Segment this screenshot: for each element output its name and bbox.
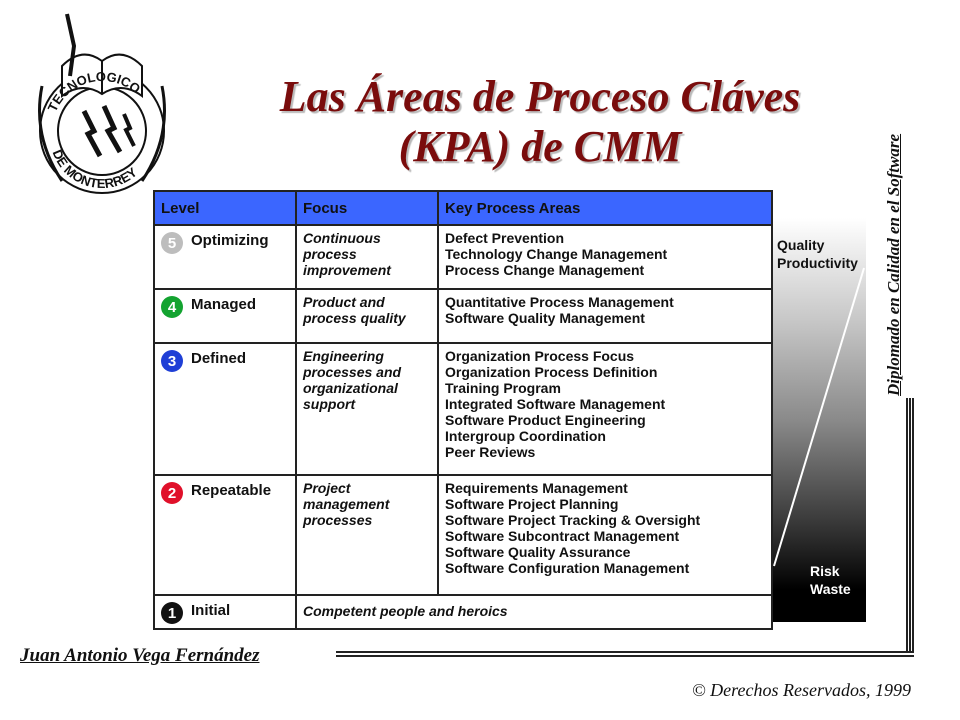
kpa-item: Organization Process Focus	[445, 348, 635, 364]
kpa-item: Software Product Engineering	[445, 412, 646, 428]
level-label: Optimizing	[191, 232, 269, 249]
focus-text: Competent people and heroics	[303, 603, 508, 619]
kpa-item: Organization Process Definition	[445, 364, 658, 380]
kpa-cell	[438, 343, 772, 475]
focus-cell	[296, 475, 438, 595]
label-waste: Waste	[810, 581, 851, 597]
kpa-item: Requirements Management	[445, 480, 628, 496]
level-label: Defined	[191, 350, 247, 367]
level-badge: 3	[161, 350, 183, 372]
table-row	[154, 475, 772, 595]
level-cell	[154, 289, 296, 343]
level-badge: 4	[161, 296, 183, 318]
level-badge: 5	[161, 232, 183, 254]
kpa-item: Software Project Tracking & Oversight	[445, 512, 701, 528]
trend-line	[770, 250, 870, 570]
kpa-cell	[438, 475, 772, 595]
table-row	[154, 343, 772, 475]
kpa-item: Software Quality Assurance	[445, 544, 631, 560]
author-rule-lines	[336, 651, 914, 661]
kpa-item: Software Configuration Management	[445, 560, 690, 576]
level-cell	[154, 595, 296, 629]
kpa-item: Peer Reviews	[445, 444, 536, 460]
level-badge: 1	[161, 602, 183, 624]
kpa-table	[153, 190, 773, 630]
focus-cell	[296, 343, 438, 475]
label-risk: Risk	[810, 563, 840, 579]
level-label: Managed	[191, 296, 257, 313]
table-row-initial	[154, 595, 772, 629]
kpa-cell	[438, 225, 772, 289]
header-focus: Focus	[296, 191, 438, 225]
kpa-item: Software Subcontract Management	[445, 528, 680, 544]
level-cell	[154, 225, 296, 289]
label-quality: Quality	[777, 237, 825, 253]
level-label: Initial	[191, 602, 231, 619]
copyright-text: © Derechos Reservados, 1999	[692, 680, 911, 700]
gradient-bottom-labels	[810, 562, 851, 598]
kpa-table-container	[153, 190, 773, 622]
kpa-item: Software Project Planning	[445, 496, 619, 512]
tec-monterrey-logo	[22, 6, 172, 206]
slide-title	[190, 72, 890, 172]
focus-text: Product and process quality	[303, 294, 406, 326]
focus-cell	[296, 289, 438, 343]
kpa-item: Training Program	[445, 380, 561, 396]
level-cell	[154, 343, 296, 475]
author-name: Juan Antonio Vega Fernández	[20, 645, 260, 666]
kpa-item: Quantitative Process Management	[445, 294, 674, 310]
header-level: Level	[154, 191, 296, 225]
title-line-1: Las Áreas de Proceso Cláves	[279, 72, 801, 121]
table-row	[154, 289, 772, 343]
kpa-item: Intergroup Coordination	[445, 428, 606, 444]
side-program-text: Diplomado en Calidad en el Software	[884, 133, 903, 396]
label-productivity: Productivity	[777, 255, 858, 271]
level-badge: 2	[161, 482, 183, 504]
focus-text: Engineering processes and organizational support	[303, 348, 402, 412]
side-rule-lines	[906, 398, 914, 652]
focus-text: Project management processes	[303, 480, 390, 528]
table-row	[154, 225, 772, 289]
focus-text: Continuous process improvement	[303, 230, 391, 278]
kpa-item: Technology Change Management	[445, 246, 668, 262]
level-cell	[154, 475, 296, 595]
header-kpa: Key Process Areas	[438, 191, 772, 225]
focus-cell	[296, 225, 438, 289]
title-line-2: (KPA) de CMM	[398, 122, 682, 171]
focus-cell	[296, 595, 772, 629]
kpa-item: Software Quality Management	[445, 310, 645, 326]
level-label: Repeatable	[191, 482, 272, 499]
kpa-item: Integrated Software Management	[445, 396, 666, 412]
kpa-item: Defect Prevention	[445, 230, 565, 246]
logo-text-bottom: DE MONTERREY	[49, 147, 140, 192]
gradient-top-labels	[777, 236, 858, 272]
kpa-cell	[438, 289, 772, 343]
logo-text-top: TECNOLOGICO	[44, 68, 144, 114]
kpa-item: Process Change Management	[445, 262, 645, 278]
